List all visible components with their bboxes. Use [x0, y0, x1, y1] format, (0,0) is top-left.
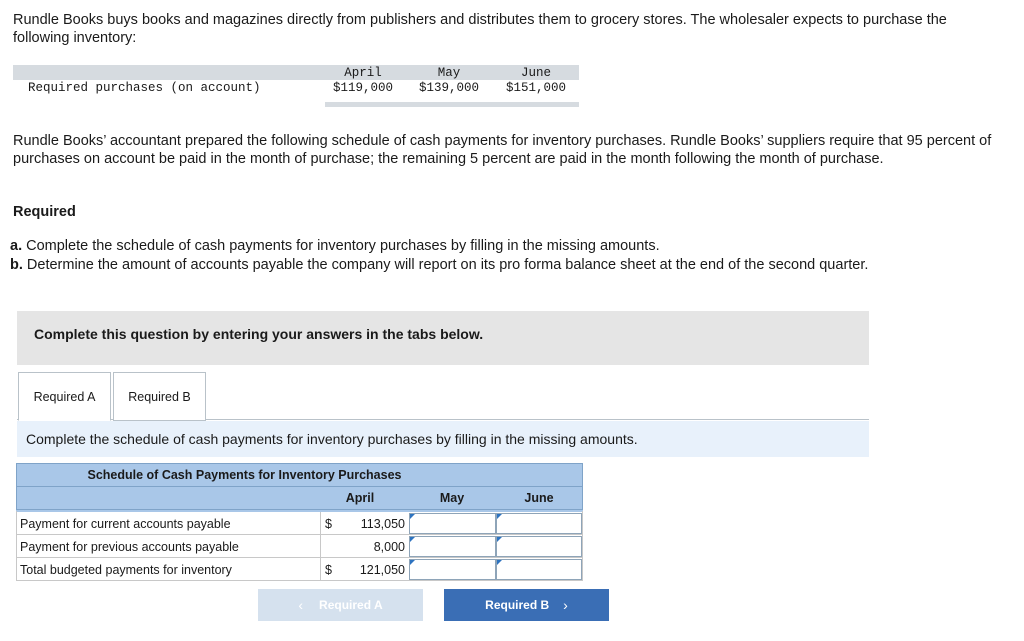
table-row [16, 512, 583, 535]
banner-text: Complete this question by entering your answers in the tabs below. [34, 326, 484, 342]
inventory-month-may: May [437, 66, 461, 80]
tab-bar [17, 372, 869, 420]
column-header-june: June [524, 491, 554, 505]
inventory-value-may: $139,000 [418, 81, 479, 95]
chevron-right-icon: › [563, 597, 568, 613]
column-header-may: May [439, 491, 465, 505]
next-button[interactable] [444, 589, 609, 621]
tab-required-a[interactable] [18, 372, 111, 421]
inventory-underline [325, 102, 579, 107]
requirement-text: Complete the schedule of cash payments for inventory purchases by filling in the missing amounts. [26, 238, 660, 254]
previous-button-label: Required A [319, 598, 383, 612]
schedule-title-row [16, 463, 583, 487]
inventory-month-april: April [344, 66, 382, 80]
requirement-a [10, 237, 1000, 256]
schedule-header-row [16, 487, 583, 510]
required-heading: Required [13, 204, 76, 220]
instructions-banner [17, 311, 869, 365]
inventory-month-june: June [520, 66, 551, 80]
column-header-april: April [345, 491, 375, 505]
may-input[interactable] [409, 559, 496, 580]
next-button-label: Required B [485, 598, 550, 612]
row-label: Payment for current accounts payable [20, 517, 231, 531]
inventory-value-april: $119,000 [332, 81, 393, 95]
requirement-text: Determine the amount of accounts payable the company will report on its pro forma balance sheet at the end of the second quarter. [26, 257, 869, 273]
may-input[interactable] [409, 536, 496, 557]
requirement-letter: a. [10, 238, 23, 254]
requirement-letter: b. [10, 257, 23, 273]
instruction-text: Complete the schedule of cash payments for inventory purchases by filling in the missing amounts. [26, 431, 638, 447]
schedule-title: Schedule of Cash Payments for Inventory Purchases [87, 468, 402, 482]
april-amount: 8,000 [373, 540, 405, 554]
dollar-sign: $ [325, 563, 332, 577]
inventory-header-band [13, 65, 579, 80]
problem-description: Rundle Books’ accountant prepared the following schedule of cash payments for inventory purchases. Rundle Books’ suppliers require that 95 percent of purchases on account be paid in the month of purchase; the remaining 5 percent are paid in the month following the month of purchase. [13, 133, 992, 167]
row-label: Payment for previous accounts payable [20, 540, 239, 554]
requirements-list [10, 237, 1000, 275]
schedule-table [16, 463, 583, 581]
table-row [16, 558, 583, 581]
row-label: Total budgeted payments for inventory [20, 563, 232, 577]
tab-label: Required A [33, 389, 96, 404]
tab-label: Required B [128, 389, 191, 404]
tab-required-b[interactable] [113, 372, 206, 421]
april-amount: 121,050 [359, 563, 405, 577]
previous-button[interactable] [258, 589, 423, 621]
inventory-row-label: Required purchases (on account) [28, 81, 261, 95]
april-amount: 113,050 [360, 517, 405, 531]
problem-intro: Rundle Books buys books and magazines directly from publishers and distributes them to grocery stores. The wholesaler expects to purchase the following inventory: [13, 12, 947, 46]
table-row [16, 535, 583, 558]
inventory-table [13, 65, 579, 107]
dollar-sign: $ [325, 517, 332, 531]
column-divider [320, 535, 321, 558]
requirement-b [10, 256, 1000, 275]
column-divider [320, 512, 321, 535]
inventory-value-june: $151,000 [505, 81, 566, 95]
june-input[interactable] [496, 513, 582, 534]
june-input[interactable] [496, 559, 582, 580]
column-divider [320, 558, 321, 581]
chevron-left-icon: ‹ [298, 597, 304, 613]
june-input[interactable] [496, 536, 582, 557]
tab-instruction [17, 421, 869, 457]
may-input[interactable] [409, 513, 496, 534]
